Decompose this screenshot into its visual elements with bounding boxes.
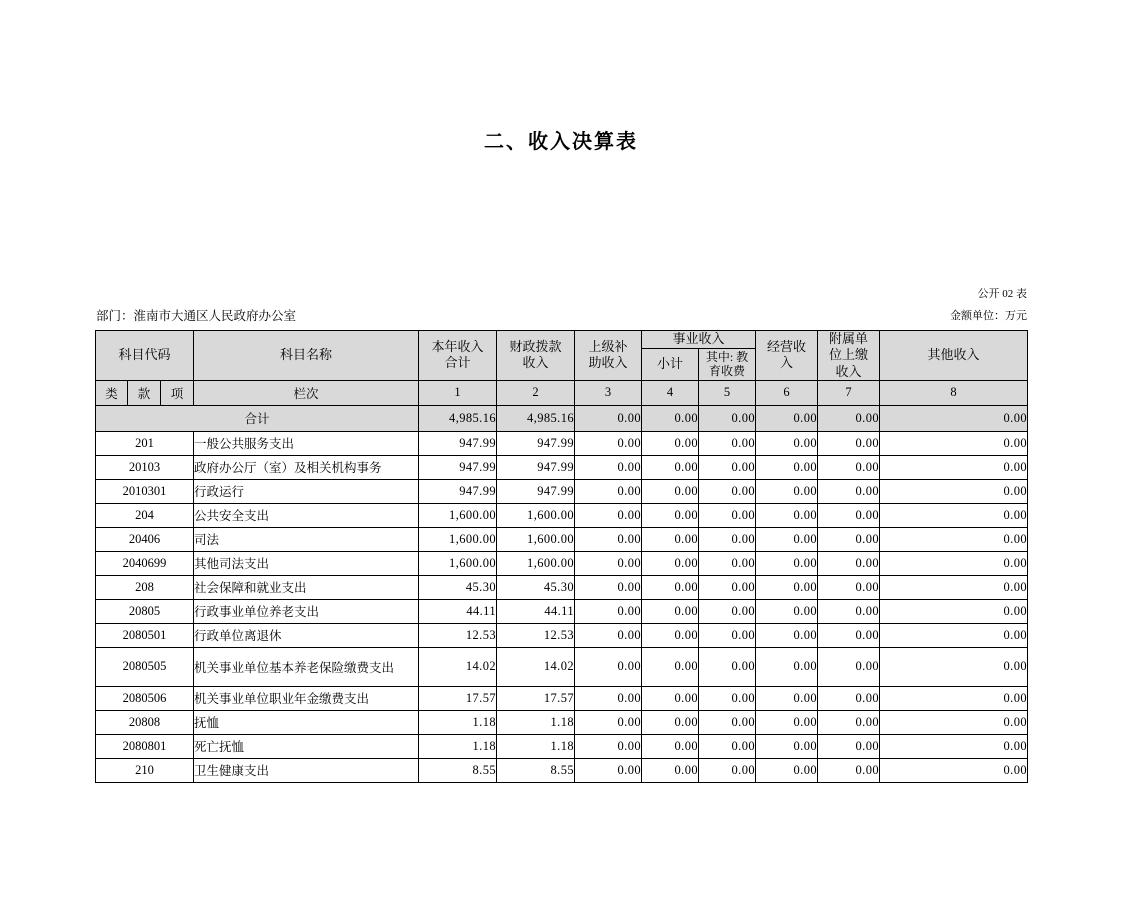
row-name: 机关事业单位职业年金缴费支出: [194, 686, 419, 710]
row-value-7: 0.00: [818, 455, 880, 479]
row-value-8: 0.00: [880, 623, 1028, 647]
row-value-5: 0.00: [699, 551, 756, 575]
row-value-3: 0.00: [575, 734, 642, 758]
table-row: [96, 575, 1028, 599]
header-other-income: 其他收入: [880, 331, 1028, 381]
table-row: [96, 734, 1028, 758]
header-superior-subsidy-line2: 助收入: [588, 355, 628, 371]
row-value-8: 0.00: [880, 431, 1028, 455]
row-value-7: 0.00: [818, 623, 880, 647]
row-value-7: 0.00: [818, 431, 880, 455]
total-value-8: 0.00: [880, 405, 1028, 431]
row-value-6: 0.00: [756, 758, 818, 782]
row-code: 20808: [96, 710, 194, 734]
row-code: 20805: [96, 599, 194, 623]
row-code: 201: [96, 431, 194, 455]
row-value-5: 0.00: [699, 575, 756, 599]
header-superior-subsidy-line1: 上级补: [588, 339, 628, 355]
row-value-5: 0.00: [699, 758, 756, 782]
row-value-4: 0.00: [642, 431, 699, 455]
row-name: 行政事业单位养老支出: [194, 599, 419, 623]
row-value-2: 947.99: [497, 479, 575, 503]
row-value-5: 0.00: [699, 599, 756, 623]
row-value-7: 0.00: [818, 503, 880, 527]
row-value-2: 947.99: [497, 431, 575, 455]
row-code: 2080801: [96, 734, 194, 758]
row-value-6: 0.00: [756, 503, 818, 527]
row-code: 2010301: [96, 479, 194, 503]
header-year-income-total-line2: 合计: [444, 355, 471, 371]
row-value-7: 0.00: [818, 734, 880, 758]
row-value-7: 0.00: [818, 479, 880, 503]
row-value-5: 0.00: [699, 686, 756, 710]
row-value-2: 12.53: [497, 623, 575, 647]
header-year-income-total: [419, 331, 497, 381]
row-value-4: 0.00: [642, 599, 699, 623]
row-value-5: 0.00: [699, 623, 756, 647]
row-value-4: 0.00: [642, 479, 699, 503]
row-value-4: 0.00: [642, 734, 699, 758]
total-value-3: 0.00: [575, 405, 642, 431]
row-value-2: 8.55: [497, 758, 575, 782]
row-code: 2080506: [96, 686, 194, 710]
row-value-6: 0.00: [756, 551, 818, 575]
row-value-2: 1,600.00: [497, 503, 575, 527]
row-value-2: 947.99: [497, 455, 575, 479]
row-value-2: 44.11: [497, 599, 575, 623]
table-row: [96, 758, 1028, 782]
row-value-5: 0.00: [699, 647, 756, 686]
document-page: [0, 125, 1122, 918]
row-value-8: 0.00: [880, 503, 1028, 527]
row-name: 政府办公厅（室）及相关机构事务: [194, 455, 419, 479]
row-value-3: 0.00: [575, 503, 642, 527]
column-number-2: 2: [497, 380, 575, 405]
row-value-1: 1,600.00: [419, 503, 497, 527]
table-row: [96, 686, 1028, 710]
row-name: 一般公共服务支出: [194, 431, 419, 455]
row-name: 行政运行: [194, 479, 419, 503]
table-column-number-row: [96, 380, 1028, 405]
row-value-2: 1,600.00: [497, 527, 575, 551]
row-value-1: 1,600.00: [419, 527, 497, 551]
header-operating-income: [756, 331, 818, 381]
row-value-6: 0.00: [756, 686, 818, 710]
header-fiscal-appropriation: [497, 331, 575, 381]
column-number-6: 6: [756, 380, 818, 405]
row-value-5: 0.00: [699, 479, 756, 503]
header-affiliated-unit-line2: 位上缴: [829, 347, 869, 363]
row-code: 2080501: [96, 623, 194, 647]
total-value-5: 0.00: [699, 405, 756, 431]
row-value-7: 0.00: [818, 647, 880, 686]
table-row: [96, 551, 1028, 575]
row-value-4: 0.00: [642, 551, 699, 575]
row-value-1: 17.57: [419, 686, 497, 710]
row-code: 20103: [96, 455, 194, 479]
amount-unit-note: 金额单位：万元: [950, 310, 1027, 322]
table-row: [96, 599, 1028, 623]
row-value-4: 0.00: [642, 647, 699, 686]
row-value-1: 947.99: [419, 455, 497, 479]
row-name: 死亡抚恤: [194, 734, 419, 758]
row-value-7: 0.00: [818, 599, 880, 623]
total-value-6: 0.00: [756, 405, 818, 431]
row-value-3: 0.00: [575, 455, 642, 479]
row-value-1: 14.02: [419, 647, 497, 686]
row-value-6: 0.00: [756, 575, 818, 599]
row-value-7: 0.00: [818, 551, 880, 575]
column-number-5: 5: [699, 380, 756, 405]
row-value-7: 0.00: [818, 758, 880, 782]
row-value-4: 0.00: [642, 686, 699, 710]
table-row: [96, 455, 1028, 479]
header-subject-code: 科目代码: [96, 331, 194, 381]
header-code-item: 项: [161, 380, 194, 405]
row-value-3: 0.00: [575, 686, 642, 710]
total-value-4: 0.00: [642, 405, 699, 431]
row-value-4: 0.00: [642, 758, 699, 782]
row-value-1: 44.11: [419, 599, 497, 623]
row-value-6: 0.00: [756, 710, 818, 734]
header-operating-income-line1: 经营收: [767, 339, 807, 355]
table-row: [96, 503, 1028, 527]
row-value-4: 0.00: [642, 455, 699, 479]
row-value-5: 0.00: [699, 734, 756, 758]
row-value-5: 0.00: [699, 455, 756, 479]
row-value-6: 0.00: [756, 734, 818, 758]
page-title: 二、收入决算表: [484, 131, 638, 153]
row-name: 机关事业单位基本养老保险缴费支出: [194, 647, 419, 686]
row-value-1: 1,600.00: [419, 551, 497, 575]
row-value-8: 0.00: [880, 599, 1028, 623]
table-row: [96, 647, 1028, 686]
header-of-which-edu-line2: 育收费: [709, 364, 746, 379]
total-value-2: 4,985.16: [497, 405, 575, 431]
row-value-1: 1.18: [419, 734, 497, 758]
row-code: 20406: [96, 527, 194, 551]
row-value-8: 0.00: [880, 647, 1028, 686]
row-value-7: 0.00: [818, 527, 880, 551]
row-value-3: 0.00: [575, 623, 642, 647]
row-value-2: 45.30: [497, 575, 575, 599]
row-value-3: 0.00: [575, 527, 642, 551]
row-value-2: 17.57: [497, 686, 575, 710]
row-value-6: 0.00: [756, 623, 818, 647]
row-value-8: 0.00: [880, 455, 1028, 479]
row-value-3: 0.00: [575, 710, 642, 734]
table-row: [96, 479, 1028, 503]
row-value-8: 0.00: [880, 734, 1028, 758]
row-name: 其他司法支出: [194, 551, 419, 575]
total-row-label: 合计: [96, 405, 419, 431]
row-value-6: 0.00: [756, 431, 818, 455]
row-value-3: 0.00: [575, 647, 642, 686]
header-affiliated-unit-payment: [818, 331, 880, 381]
column-number-7: 7: [818, 380, 880, 405]
row-value-1: 8.55: [419, 758, 497, 782]
row-code: 210: [96, 758, 194, 782]
table-row: [96, 710, 1028, 734]
table-row: [96, 431, 1028, 455]
column-number-1: 1: [419, 380, 497, 405]
row-value-6: 0.00: [756, 455, 818, 479]
row-value-3: 0.00: [575, 599, 642, 623]
header-code-class: 类: [96, 380, 128, 405]
row-value-8: 0.00: [880, 527, 1028, 551]
row-value-1: 12.53: [419, 623, 497, 647]
row-value-8: 0.00: [880, 758, 1028, 782]
row-value-5: 0.00: [699, 431, 756, 455]
row-value-1: 947.99: [419, 431, 497, 455]
row-value-4: 0.00: [642, 503, 699, 527]
header-business-income: 事业收入: [642, 331, 756, 349]
income-final-accounts-table: [95, 330, 1028, 783]
column-number-8: 8: [880, 380, 1028, 405]
column-number-4: 4: [642, 380, 699, 405]
row-value-6: 0.00: [756, 599, 818, 623]
row-value-7: 0.00: [818, 710, 880, 734]
header-of-which-education-fee: [699, 349, 756, 381]
row-name: 卫生健康支出: [194, 758, 419, 782]
row-value-1: 1.18: [419, 710, 497, 734]
row-value-8: 0.00: [880, 575, 1028, 599]
header-year-income-total-line1: 本年收入: [431, 339, 484, 355]
row-name: 抚恤: [194, 710, 419, 734]
row-value-3: 0.00: [575, 551, 642, 575]
header-fiscal-appropriation-line2: 收入: [522, 355, 549, 371]
header-code-section: 款: [128, 380, 161, 405]
header-fiscal-appropriation-line1: 财政拨款: [509, 339, 562, 355]
header-column-label: 栏次: [194, 380, 419, 405]
row-value-4: 0.00: [642, 623, 699, 647]
row-value-6: 0.00: [756, 479, 818, 503]
row-value-3: 0.00: [575, 575, 642, 599]
row-value-4: 0.00: [642, 527, 699, 551]
row-name: 司法: [194, 527, 419, 551]
column-number-3: 3: [575, 380, 642, 405]
row-value-3: 0.00: [575, 479, 642, 503]
row-value-2: 1.18: [497, 734, 575, 758]
header-superior-subsidy: [575, 331, 642, 381]
row-value-1: 45.30: [419, 575, 497, 599]
row-value-8: 0.00: [880, 479, 1028, 503]
row-value-3: 0.00: [575, 431, 642, 455]
row-value-1: 947.99: [419, 479, 497, 503]
row-value-6: 0.00: [756, 647, 818, 686]
row-code: 204: [96, 503, 194, 527]
row-value-4: 0.00: [642, 710, 699, 734]
row-name: 公共安全支出: [194, 503, 419, 527]
form-number: 公开 02 表: [977, 288, 1027, 300]
header-operating-income-line2: 入: [780, 355, 794, 371]
total-value-7: 0.00: [818, 405, 880, 431]
row-code: 2080505: [96, 647, 194, 686]
row-value-7: 0.00: [818, 686, 880, 710]
row-value-5: 0.00: [699, 710, 756, 734]
row-value-8: 0.00: [880, 686, 1028, 710]
row-value-5: 0.00: [699, 527, 756, 551]
row-value-5: 0.00: [699, 503, 756, 527]
header-affiliated-unit-line1: 附属单: [829, 331, 869, 346]
row-name: 行政单位离退休: [194, 623, 419, 647]
table-row: [96, 527, 1028, 551]
row-value-3: 0.00: [575, 758, 642, 782]
header-subtotal: 小计: [642, 349, 699, 381]
row-code: 208: [96, 575, 194, 599]
row-value-7: 0.00: [818, 575, 880, 599]
row-name: 社会保障和就业支出: [194, 575, 419, 599]
row-code: 2040699: [96, 551, 194, 575]
row-value-8: 0.00: [880, 551, 1028, 575]
row-value-2: 14.02: [497, 647, 575, 686]
row-value-2: 1.18: [497, 710, 575, 734]
total-value-1: 4,985.16: [419, 405, 497, 431]
header-affiliated-unit-line3: 收入: [835, 363, 862, 379]
row-value-6: 0.00: [756, 527, 818, 551]
header-of-which-edu-line1: 其中: 教: [705, 350, 749, 365]
header-subject-name: 科目名称: [194, 331, 419, 381]
row-value-4: 0.00: [642, 575, 699, 599]
row-value-2: 1,600.00: [497, 551, 575, 575]
table-row: [96, 623, 1028, 647]
department-name: 部门：淮南市大通区人民政府办公室: [96, 309, 297, 323]
table-total-row: [96, 405, 1028, 431]
table-header-row-1: [96, 331, 1028, 349]
row-value-8: 0.00: [880, 710, 1028, 734]
